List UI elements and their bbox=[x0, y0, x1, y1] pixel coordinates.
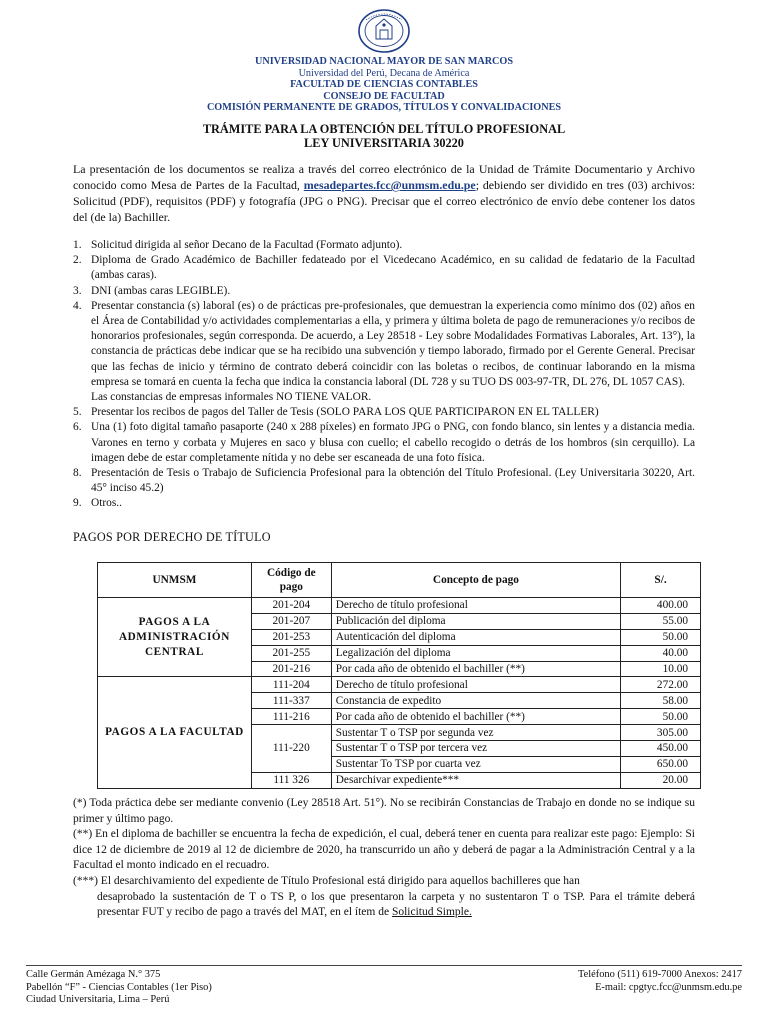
row-concept: Por cada año de obtenido el bachiller (**) bbox=[331, 709, 620, 725]
item-number: 4. bbox=[73, 299, 82, 312]
row-amount: 400.00 bbox=[621, 598, 701, 614]
footer-email[interactable]: E-mail: cpgtyc.fcc@unmsm.edu.pe bbox=[595, 981, 742, 993]
item-text: Solicitud dirigida al señor Decano de la Facultad (Formato adjunto). bbox=[91, 239, 403, 251]
item-text: Otros.. bbox=[91, 497, 123, 510]
row-code: 201-255 bbox=[251, 645, 331, 661]
row-concept: Desarchivar expediente*** bbox=[331, 772, 620, 788]
intro-text-after: ; debiendo ser dividido en tres (03) archivos: Solicitud (PDF), requisitos (PDF) y fotografía (JPG o PNG). Precisar que el correo electrónico de envío debe contener los datos del (de la) Bachiller. bbox=[73, 178, 695, 224]
table-row bbox=[98, 677, 701, 693]
row-amount: 650.00 bbox=[621, 756, 701, 772]
table-row bbox=[98, 598, 701, 614]
footnote-1: (*) Toda práctica debe ser mediante convenio (Ley 28518 Art. 51°). No se recibirán Constancias de Trabajo en donde no se indique su primer y último pago. bbox=[73, 797, 695, 825]
intro-paragraph bbox=[73, 161, 695, 225]
list-item bbox=[73, 405, 695, 420]
faculty-name: FACULTAD DE CIENCIAS CONTABLES bbox=[290, 79, 478, 90]
item-number: 3. bbox=[73, 284, 82, 297]
row-concept: Autenticación del diploma bbox=[331, 629, 620, 645]
item-number: 9. bbox=[73, 497, 82, 510]
row-concept: Sustentar To TSP por cuarta vez bbox=[331, 756, 620, 772]
row-code: 111-204 bbox=[251, 677, 331, 693]
row-code: 111-220 bbox=[251, 725, 331, 773]
payments-table bbox=[97, 562, 701, 789]
row-amount: 305.00 bbox=[621, 725, 701, 741]
item-extra-note: Las constancias de empresas informales NO TIENE VALOR. bbox=[91, 391, 372, 404]
header-concept: Concepto de pago bbox=[331, 563, 620, 598]
item-text: Presentación de Tesis o Trabajo de Suficiencia Profesional para la obtención del Título Profesional. (Ley Universitaria 30220, Art. 45° inciso 45.2) bbox=[91, 467, 695, 495]
row-code: 201-207 bbox=[251, 613, 331, 629]
header-code: Código de pago bbox=[251, 563, 331, 598]
row-concept: Sustentar T o TSP por segunda vez bbox=[331, 725, 620, 741]
footnotes bbox=[73, 796, 695, 921]
item-number: 2. bbox=[73, 254, 82, 267]
address-line-2: Pabellón “F” - Ciencias Contables (1er Piso) bbox=[26, 981, 212, 993]
payments-section-title: PAGOS POR DERECHO DE TÍTULO bbox=[73, 530, 271, 544]
list-item bbox=[73, 466, 695, 496]
list-item bbox=[73, 253, 695, 283]
header-unmsm: UNMSM bbox=[98, 563, 252, 598]
row-amount: 58.00 bbox=[621, 693, 701, 709]
row-concept: Derecho de título profesional bbox=[331, 677, 620, 693]
row-concept: Sustentar T o TSP por tercera vez bbox=[331, 741, 620, 757]
item-text: Presentar constancia (s) laboral (es) o de prácticas pre-profesionales, que demuestran la experiencia como mínimo dos (02) años en el Área de Contabilidad y/o actividades complementarias a ella, y primera y última boleta de pago de remuneraciones y/o recibos de honorarios profesionales, según corresponda. De acuerdo, a Ley 28518 - Ley sobre Modalidades Formativas Laborales, Art. 13°), la constancia de prácticas debe indicar que se ha recibido una subvención y tiempo laborado, firmado por el Gerente General. Precisar que las fechas de inicio y término de contrato deberá coincidir con las boletas o recibos, de continuar laborando en la misma empresa se tomará en cuenta la fecha que indica la constancia laboral (DL 728 y su TUO DS 003-97-TR, DL 276, DL 1057 CAS). bbox=[91, 299, 695, 388]
commission-name: COMISIÓN PERMANENTE DE GRADOS, TÍTULOS Y CONVALIDACIONES bbox=[206, 102, 562, 113]
footer-contact bbox=[578, 969, 742, 994]
address-line-1: Calle Germán Amézaga N.° 375 bbox=[26, 969, 161, 980]
row-amount: 50.00 bbox=[621, 629, 701, 645]
row-code: 201-216 bbox=[251, 661, 331, 677]
row-amount: 55.00 bbox=[621, 613, 701, 629]
document-title bbox=[0, 122, 768, 150]
address-line-3: Ciudad Universitaria, Lima – Perú bbox=[26, 994, 170, 1005]
title-line-1: TRÁMITE PARA LA OBTENCIÓN DEL TÍTULO PROFESIONAL bbox=[202, 122, 566, 136]
row-code: 111-337 bbox=[251, 693, 331, 709]
intro-text-before: La presentación de los documentos se realiza a través del correo electrónico de la Unidad de Trámite Documentario y Archivo conocido como Mesa de Partes de la Facultad, bbox=[73, 162, 695, 192]
row-concept: Por cada año de obtenido el bachiller (**) bbox=[331, 661, 620, 677]
row-concept: Derecho de título profesional bbox=[331, 598, 620, 614]
footnote-2: (**) En el diploma de bachiller se encuentra la fecha de expedición, el cual, deberá tener en cuenta para realizar este pago: Ejemplo: Si dice 12 de diciembre de 2019 al 12 de diciembre de 2020, ha transcurrido un año y deberá de pagar a la Administración Central y a la Facultad el monto indicado en el recuadro. bbox=[73, 828, 695, 872]
row-amount: 450.00 bbox=[621, 741, 701, 757]
item-number: 8. bbox=[73, 467, 82, 480]
university-name: UNIVERSIDAD NACIONAL MAYOR DE SAN MARCOS bbox=[254, 56, 513, 67]
solicitud-simple-link[interactable]: Solicitud Simple. bbox=[391, 906, 472, 919]
requirements-list bbox=[73, 238, 695, 512]
row-concept: Publicación del diploma bbox=[331, 613, 620, 629]
list-item bbox=[73, 496, 695, 511]
row-code: 201-253 bbox=[251, 629, 331, 645]
row-amount: 272.00 bbox=[621, 677, 701, 693]
table-header-row bbox=[98, 563, 701, 598]
footnote-3-first-line: El desarchivamiento del expediente de Título Profesional está dirigido para aquellos bachilleres que han bbox=[97, 874, 580, 887]
title-line-2: LEY UNIVERSITARIA 30220 bbox=[304, 136, 464, 150]
item-text: Presentar los recibos de pagos del Taller de Tesis (SOLO PARA LOS QUE PARTICIPARON EN EL TALLER) bbox=[91, 406, 599, 419]
item-number: 6. bbox=[73, 421, 82, 434]
row-concept: Constancia de expedito bbox=[331, 693, 620, 709]
item-number: 1. bbox=[73, 239, 82, 251]
item-text: Diploma de Grado Académico de Bachiller fedateado por el Vicedecano Académico, en su calidad de fedatario de la Facultad (ambas caras). bbox=[91, 254, 695, 282]
university-seal-logo bbox=[356, 6, 412, 54]
footer-divider bbox=[26, 965, 742, 966]
institution-header bbox=[0, 56, 768, 114]
item-text: Una (1) foto digital tamaño pasaporte (240 x 288 píxeles) en formato JPG o PNG, con fondo blanco, sin lentes y a distancia media. Varones en terno y corbata y Mujeres en saco y blusa con cuello; el cabello recogido o detrás de los hombros (sin cerquillo). La imagen debe de estar completamente nítida y no debe ser escaneada de una foto física. bbox=[91, 421, 695, 464]
footer-address bbox=[26, 969, 212, 1007]
header-amount: S/. bbox=[621, 563, 701, 598]
list-item bbox=[73, 420, 695, 466]
footer-phone: Teléfono (511) 619-7000 Anexos: 2417 bbox=[578, 969, 742, 980]
row-amount: 20.00 bbox=[621, 772, 701, 788]
item-number: 5. bbox=[73, 406, 82, 419]
footnote-3 bbox=[73, 874, 695, 890]
group-faculty: PAGOS A LA FACULTAD bbox=[98, 677, 252, 788]
footnote-3-continuation bbox=[73, 890, 695, 921]
row-concept: Legalización del diploma bbox=[331, 645, 620, 661]
row-code: 111 326 bbox=[251, 772, 331, 788]
list-item bbox=[73, 299, 695, 405]
row-amount: 50.00 bbox=[621, 709, 701, 725]
row-amount: 40.00 bbox=[621, 645, 701, 661]
mesa-de-partes-email-link[interactable]: mesadepartes.fcc@unmsm.edu.pe bbox=[303, 178, 476, 192]
list-item bbox=[73, 238, 695, 253]
row-code: 111-216 bbox=[251, 709, 331, 725]
footnote-3-label: (***) bbox=[73, 874, 98, 887]
row-amount: 10.00 bbox=[621, 661, 701, 677]
item-text: DNI (ambas caras LEGIBLE). bbox=[91, 284, 231, 297]
university-subtitle: Universidad del Perú, Decana de América bbox=[298, 67, 470, 79]
council-name: CONSEJO DE FACULTAD bbox=[323, 90, 445, 102]
footnote-3-text: desaprobado la sustentación de T o TS P, o los que presentaron la carpeta y no sustentaron T o TSP. Para el trámite deberá presentar FUT y recibo de pago a través del MAT, en el ítem de bbox=[97, 890, 695, 919]
list-item bbox=[73, 284, 695, 299]
group-central-administration: PAGOS A LA ADMINISTRACIÓN CENTRAL bbox=[98, 598, 252, 677]
row-code: 201-204 bbox=[251, 598, 331, 614]
